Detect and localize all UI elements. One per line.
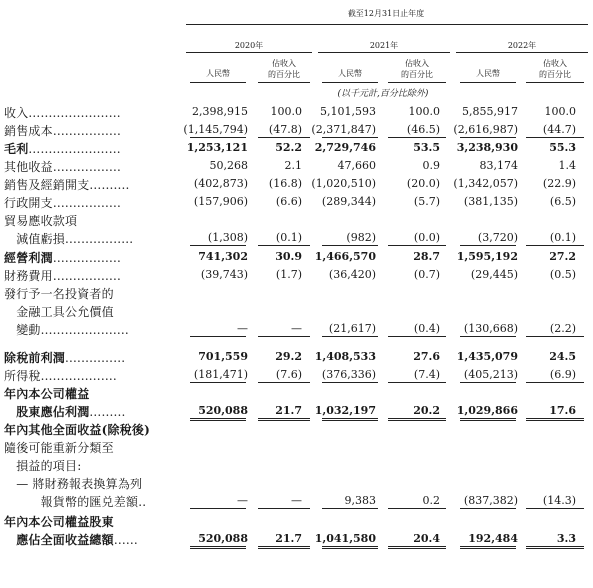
cell-value: 17.6: [549, 404, 576, 417]
subtotal-underline: [190, 508, 246, 509]
cell-value: —: [291, 322, 302, 335]
year-header-2022: 2022年: [507, 41, 537, 50]
row-label: [4, 403, 126, 420]
total-double-underline: [190, 418, 246, 421]
cell-value: 24.5: [549, 350, 576, 363]
row-label: [4, 513, 114, 530]
total-double-underline: [258, 418, 310, 421]
cell-value: (5.7): [413, 195, 440, 208]
row-label: [4, 367, 117, 384]
cell-value: 21.7: [275, 404, 302, 417]
cell-value: (1,308): [207, 231, 248, 244]
cell-value: (0.0): [413, 231, 440, 244]
cell-value: —: [291, 494, 302, 507]
period-underline: [186, 24, 588, 25]
subtotal-underline: [526, 137, 584, 138]
cell-value: 1,253,121: [186, 141, 248, 154]
cell-value: (14.3): [542, 494, 576, 507]
subtotal-underline: [388, 508, 446, 509]
row-label-text: 銷售成本: [4, 124, 53, 138]
col-header-pct: [388, 58, 446, 80]
row-label: [4, 475, 142, 492]
col-header-underline: [526, 82, 584, 83]
cell-value: (36,420): [328, 268, 376, 281]
subtotal-underline: [526, 508, 584, 509]
cell-value: 2,729,746: [314, 141, 376, 154]
cell-value: (1,145,794): [183, 123, 248, 136]
subtotal-underline: [460, 382, 516, 383]
subtotal-underline: [322, 137, 378, 138]
cell-value: (181,471): [193, 368, 248, 381]
cell-value: (157,906): [193, 195, 248, 208]
cell-value: 21.7: [275, 532, 302, 545]
subtotal-underline: [526, 245, 584, 246]
row-label: [4, 439, 114, 456]
col-header-pct-line2: 的百分比: [539, 70, 571, 79]
subtotal-underline: [190, 137, 246, 138]
row-label-leader: ...................: [40, 369, 117, 383]
total-double-underline: [526, 546, 584, 549]
row-label: [4, 457, 81, 474]
subtotal-underline: [258, 382, 310, 383]
subtotal-underline: [526, 382, 584, 383]
cell-value: 29.2: [275, 350, 302, 363]
cell-value: (0.1): [549, 231, 576, 244]
total-double-underline: [460, 418, 516, 421]
row-label-text: 銷售及經銷開支: [4, 178, 90, 192]
cell-value: (130,668): [463, 322, 518, 335]
col-header-underline: [460, 82, 516, 83]
cell-value: 9,383: [344, 494, 376, 507]
col-header-underline: [388, 82, 446, 83]
cell-value: 50,268: [209, 159, 248, 172]
cell-value: 701,559: [198, 350, 248, 363]
total-double-underline: [526, 418, 584, 421]
cell-value: (982): [346, 231, 376, 244]
cell-value: (402,873): [193, 177, 248, 190]
row-label-text: 經營利潤: [4, 251, 53, 265]
subtotal-underline: [190, 245, 246, 246]
row-label-text: 損益的項目:: [4, 459, 82, 473]
row-label-text: 金融工具公允價值: [4, 305, 114, 319]
subtotal-underline: [388, 336, 446, 337]
subtotal-underline: [388, 245, 446, 246]
cell-value: 55.3: [549, 141, 576, 154]
row-label-text: 財務費用: [4, 269, 53, 283]
cell-value: 0.9: [422, 159, 440, 172]
row-label-leader: ......: [113, 533, 138, 547]
row-label-text: 收入: [4, 106, 29, 120]
cell-value: 20.4: [413, 532, 440, 545]
cell-value: 52.2: [275, 141, 302, 154]
row-label-leader: ..: [138, 495, 147, 509]
cell-value: 0.2: [422, 494, 440, 507]
row-label-leader: .................: [52, 269, 122, 283]
row-label: [4, 176, 130, 193]
row-label: [4, 493, 146, 510]
cell-value: (44.7): [542, 123, 576, 136]
total-double-underline: [190, 546, 246, 549]
row-label-text: 其他收益: [4, 160, 53, 174]
cell-value: (1,342,057): [453, 177, 518, 190]
cell-value: 1,408,533: [314, 350, 376, 363]
col-header-pct-line1: 佔收入: [272, 59, 296, 68]
cell-value: (6.9): [549, 368, 576, 381]
row-label: [4, 421, 150, 438]
row-label-leader: .......................: [28, 106, 121, 120]
row-label-text: 年內本公司權益: [4, 387, 90, 401]
cell-value: 100.0: [408, 105, 440, 118]
cell-value: (0.7): [413, 268, 440, 281]
row-label-text: 行政開支: [4, 196, 53, 210]
cell-value: 83,174: [479, 159, 518, 172]
cell-value: 53.5: [413, 141, 440, 154]
row-label-leader: .........: [89, 405, 126, 419]
subtotal-underline: [322, 245, 378, 246]
row-label-text: 股東應佔利潤: [4, 405, 90, 419]
col-header-pct-line2: 的百分比: [401, 70, 433, 79]
col-header-underline: [190, 82, 246, 83]
cell-value: 1,595,192: [456, 250, 518, 263]
cell-value: 47,660: [337, 159, 376, 172]
cell-value: (6.6): [275, 195, 302, 208]
cell-value: 3.3: [556, 532, 576, 545]
cell-value: 1,435,079: [456, 350, 518, 363]
total-double-underline: [388, 546, 446, 549]
year-header-2021: 2021年: [369, 41, 399, 50]
cell-value: —: [237, 494, 248, 507]
cell-value: (1,020,510): [311, 177, 376, 190]
total-double-underline: [258, 546, 310, 549]
col-header-underline: [258, 82, 310, 83]
subtotal-underline: [190, 382, 246, 383]
cell-value: 5,855,917: [462, 105, 518, 118]
col-header-pct-line1: 佔收入: [543, 59, 567, 68]
row-label: [4, 122, 121, 139]
cell-value: (47.8): [268, 123, 302, 136]
col-header-rmb: 人民幣: [206, 69, 230, 78]
row-label-text: 除稅前利潤: [4, 351, 66, 365]
row-label-leader: .................: [52, 160, 122, 174]
row-label: [4, 385, 89, 402]
row-label-text: 所得稅: [4, 369, 41, 383]
subtotal-underline: [526, 336, 584, 337]
row-label-text: 隨後可能重新分類至: [4, 441, 114, 455]
cell-value: 27.2: [549, 250, 576, 263]
row-label: [4, 321, 129, 338]
total-double-underline: [322, 546, 378, 549]
cell-value: (22.9): [542, 177, 576, 190]
subtotal-underline: [322, 336, 378, 337]
col-header-pct: [526, 58, 584, 80]
cell-value: 520,088: [198, 404, 248, 417]
cell-value: 27.6: [413, 350, 440, 363]
year-header-2020: 2020年: [234, 41, 264, 50]
cell-value: (376,336): [321, 368, 376, 381]
cell-value: (7.6): [275, 368, 302, 381]
row-label-text: 報貨幣的匯兑差額: [4, 495, 139, 509]
cell-value: (381,135): [463, 195, 518, 208]
cell-value: (0.4): [413, 322, 440, 335]
row-label-leader: ......................: [40, 323, 129, 337]
col-header-rmb: 人民幣: [476, 69, 500, 78]
cell-value: 520,088: [198, 532, 248, 545]
row-label-leader: .......................: [28, 142, 121, 156]
cell-value: (0.5): [549, 268, 576, 281]
row-label: [4, 194, 121, 211]
cell-value: 2,398,915: [192, 105, 248, 118]
cell-value: 1,041,580: [314, 532, 376, 545]
total-double-underline: [322, 418, 378, 421]
col-header-pct-line2: 的百分比: [268, 70, 300, 79]
subtotal-underline: [258, 508, 310, 509]
row-label-text: 毛利: [4, 142, 29, 156]
subtotal-underline: [460, 336, 516, 337]
cell-value: (837,382): [463, 494, 518, 507]
subtotal-underline: [258, 336, 310, 337]
total-double-underline: [388, 418, 446, 421]
subtotal-underline: [388, 382, 446, 383]
row-label: [4, 249, 121, 266]
subtotal-underline: [322, 382, 378, 383]
row-label-leader: .................: [52, 196, 122, 210]
subtotal-underline: [388, 137, 446, 138]
cell-value: (39,743): [200, 268, 248, 281]
row-label-text: — 將財務報表換算為列: [4, 477, 143, 491]
period-header: 截至12月31日止年度: [347, 9, 425, 18]
unit-note: (以千元計,百分比除外): [337, 89, 429, 99]
subtotal-underline: [258, 137, 310, 138]
row-label: [4, 267, 121, 284]
cell-value: 28.7: [413, 250, 440, 263]
row-label-leader: ...............: [65, 351, 126, 365]
cell-value: —: [237, 322, 248, 335]
subtotal-underline: [190, 336, 246, 337]
cell-value: (16.8): [268, 177, 302, 190]
row-label-text: 年內其他全面收益(除稅後): [4, 423, 150, 437]
row-label-text: 減值虧損: [4, 232, 66, 246]
cell-value: (6.5): [549, 195, 576, 208]
cell-value: (20.0): [406, 177, 440, 190]
row-label-text: 應佔全面收益總額: [4, 533, 114, 547]
cell-value: 1,029,866: [456, 404, 518, 417]
cell-value: (29,445): [470, 268, 518, 281]
cell-value: 2.1: [284, 159, 302, 172]
row-label: [4, 158, 121, 175]
cell-value: 5,101,593: [320, 105, 376, 118]
cell-value: (21,617): [328, 322, 376, 335]
year-underline-2022: [456, 52, 588, 53]
row-label-leader: .................: [52, 124, 122, 138]
row-label-text: 變動: [4, 323, 41, 337]
cell-value: 100.0: [270, 105, 302, 118]
subtotal-underline: [322, 508, 378, 509]
cell-value: (3,720): [477, 231, 518, 244]
cell-value: 20.2: [413, 404, 440, 417]
col-header-pct-line1: 佔收入: [405, 59, 429, 68]
subtotal-underline: [460, 508, 516, 509]
col-header-underline: [322, 82, 378, 83]
year-underline-2021: [318, 52, 450, 53]
cell-value: (1.7): [275, 268, 302, 281]
cell-value: (289,344): [321, 195, 376, 208]
cell-value: 1.4: [558, 159, 576, 172]
cell-value: 192,484: [468, 532, 518, 545]
cell-value: 3,238,930: [456, 141, 518, 154]
cell-value: 30.9: [275, 250, 302, 263]
row-label-text: 貿易應收款項: [4, 214, 78, 228]
row-label: [4, 104, 121, 121]
subtotal-underline: [258, 245, 310, 246]
col-header-pct: [258, 58, 310, 80]
cell-value: 100.0: [544, 105, 576, 118]
row-label: [4, 230, 133, 247]
subtotal-underline: [460, 137, 516, 138]
row-label: [4, 349, 125, 366]
row-label-text: 年內本公司權益股東: [4, 515, 114, 529]
cell-value: (2,616,987): [453, 123, 518, 136]
row-label: [4, 303, 114, 320]
cell-value: (0.1): [275, 231, 302, 244]
cell-value: (405,213): [463, 368, 518, 381]
row-label-leader: ..........: [89, 178, 130, 192]
cell-value: (46.5): [406, 123, 440, 136]
row-label-leader: .................: [65, 232, 134, 246]
row-label-leader: .................: [52, 251, 122, 265]
cell-value: (2,371,847): [311, 123, 376, 136]
total-double-underline: [460, 546, 516, 549]
row-label: [4, 531, 138, 548]
subtotal-underline: [460, 245, 516, 246]
year-underline-2020: [186, 52, 312, 53]
cell-value: (2.2): [549, 322, 576, 335]
row-label: [4, 140, 121, 157]
row-label-text: 發行予一名投資者的: [4, 287, 114, 301]
cell-value: 741,302: [198, 250, 248, 263]
row-label: [4, 285, 114, 302]
row-label: [4, 212, 77, 229]
cell-value: 1,032,197: [314, 404, 376, 417]
cell-value: 1,466,570: [314, 250, 376, 263]
col-header-rmb: 人民幣: [338, 69, 362, 78]
cell-value: (7.4): [413, 368, 440, 381]
